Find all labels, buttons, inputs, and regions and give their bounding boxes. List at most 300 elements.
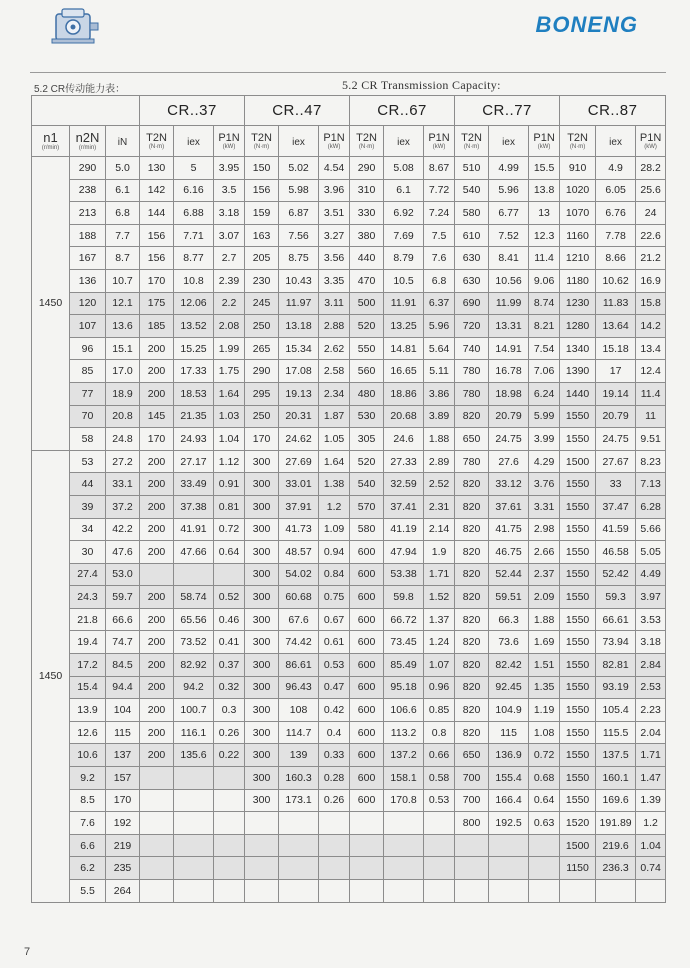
ratio-cell: 170 (106, 789, 140, 812)
exact-ratio-cell (174, 563, 214, 586)
power-cell: 3.18 (214, 202, 245, 225)
col-header-iex (279, 126, 319, 157)
torque-cell (140, 834, 174, 857)
exact-ratio-cell: 17.08 (279, 360, 319, 383)
power-cell: 9.06 (529, 269, 560, 292)
ratio-cell: 59.7 (106, 586, 140, 609)
torque-cell: 470 (350, 269, 384, 292)
power-cell: 2.89 (424, 450, 455, 473)
exact-ratio-cell: 24.75 (596, 428, 636, 451)
power-cell: 5.99 (529, 405, 560, 428)
exact-ratio-cell: 11.97 (279, 292, 319, 315)
exact-ratio-cell: 7.52 (489, 224, 529, 247)
torque-cell: 600 (350, 721, 384, 744)
ratio-cell: 17.0 (106, 360, 140, 383)
exact-ratio-cell: 115 (489, 721, 529, 744)
power-cell (529, 834, 560, 857)
table-row (32, 721, 666, 744)
exact-ratio-cell: 5.02 (279, 157, 319, 180)
ratio-cell: 137 (106, 744, 140, 767)
table-row (32, 495, 666, 518)
power-cell: 6.8 (424, 269, 455, 292)
table-row (32, 767, 666, 790)
exact-ratio-cell: 59.3 (596, 586, 636, 609)
exact-ratio-cell: 191.89 (596, 812, 636, 835)
exact-ratio-cell: 37.47 (596, 495, 636, 518)
torque-cell (140, 857, 174, 880)
exact-ratio-cell: 166.4 (489, 789, 529, 812)
power-cell: 16.9 (636, 269, 666, 292)
power-cell: 22.6 (636, 224, 666, 247)
torque-cell: 700 (455, 767, 489, 790)
exact-ratio-cell: 66.3 (489, 608, 529, 631)
output-speed-cell: 70 (70, 405, 106, 428)
power-cell: 3.11 (319, 292, 350, 315)
power-cell: 6.37 (424, 292, 455, 315)
table-row (32, 450, 666, 473)
exact-ratio-cell: 41.91 (174, 518, 214, 541)
power-cell: 7.13 (636, 473, 666, 496)
torque-cell: 300 (245, 586, 279, 609)
output-speed-cell: 30 (70, 541, 106, 564)
torque-cell: 1070 (560, 202, 596, 225)
torque-cell: 520 (350, 450, 384, 473)
torque-cell (350, 880, 384, 903)
power-cell: 3.5 (214, 179, 245, 202)
exact-ratio-cell: 58.74 (174, 586, 214, 609)
gear-reducer-icon (48, 6, 100, 46)
torque-cell (350, 812, 384, 835)
output-speed-cell: 21.8 (70, 608, 106, 631)
table-row (32, 857, 666, 880)
torque-cell: 1150 (560, 857, 596, 880)
exact-ratio-cell: 5.98 (279, 179, 319, 202)
exact-ratio-cell: 139 (279, 744, 319, 767)
exact-ratio-cell: 106.6 (384, 699, 424, 722)
exact-ratio-cell: 170.8 (384, 789, 424, 812)
power-cell: 0.67 (319, 608, 350, 631)
output-speed-cell: 77 (70, 382, 106, 405)
torque-cell (245, 812, 279, 835)
col-header-t2n-symbol: T2N (251, 131, 272, 144)
col-header-in-symbol: iN (117, 137, 128, 149)
power-cell: 3.56 (319, 247, 350, 270)
power-cell: 4.29 (529, 450, 560, 473)
torque-cell: 780 (455, 360, 489, 383)
exact-ratio-cell: 21.35 (174, 405, 214, 428)
exact-ratio-cell: 6.16 (174, 179, 214, 202)
power-cell (214, 812, 245, 835)
torque-cell: 245 (245, 292, 279, 315)
exact-ratio-cell (596, 880, 636, 903)
torque-cell: 250 (245, 405, 279, 428)
torque-cell: 1230 (560, 292, 596, 315)
torque-cell: 780 (455, 450, 489, 473)
torque-cell: 570 (350, 495, 384, 518)
exact-ratio-cell: 60.68 (279, 586, 319, 609)
torque-cell: 290 (350, 157, 384, 180)
torque-cell: 159 (245, 202, 279, 225)
torque-cell: 300 (245, 450, 279, 473)
torque-cell: 540 (350, 473, 384, 496)
exact-ratio-cell: 6.87 (279, 202, 319, 225)
power-cell: 0.22 (214, 744, 245, 767)
col-header-p1n (319, 126, 350, 157)
power-cell: 21.2 (636, 247, 666, 270)
torque-cell (140, 789, 174, 812)
power-cell: 0.32 (214, 676, 245, 699)
torque-cell: 650 (455, 428, 489, 451)
torque-cell: 300 (245, 767, 279, 790)
output-speed-cell: 238 (70, 179, 106, 202)
torque-cell: 1550 (560, 676, 596, 699)
power-cell: 1.47 (636, 767, 666, 790)
torque-cell: 550 (350, 337, 384, 360)
exact-ratio-cell (489, 880, 529, 903)
exact-ratio-cell (174, 857, 214, 880)
torque-cell: 580 (455, 202, 489, 225)
exact-ratio-cell: 59.8 (384, 586, 424, 609)
exact-ratio-cell: 27.33 (384, 450, 424, 473)
exact-ratio-cell: 4.99 (489, 157, 529, 180)
torque-cell: 150 (245, 157, 279, 180)
torque-cell: 820 (455, 518, 489, 541)
torque-cell: 510 (455, 157, 489, 180)
exact-ratio-cell: 15.18 (596, 337, 636, 360)
exact-ratio-cell: 32.59 (384, 473, 424, 496)
col-header-iex (596, 126, 636, 157)
torque-cell: 144 (140, 202, 174, 225)
output-speed-cell: 7.6 (70, 812, 106, 835)
table-row (32, 608, 666, 631)
exact-ratio-cell: 155.4 (489, 767, 529, 790)
exact-ratio-cell (174, 767, 214, 790)
torque-cell: 1210 (560, 247, 596, 270)
exact-ratio-cell: 116.1 (174, 721, 214, 744)
power-cell: 12.3 (529, 224, 560, 247)
power-cell: 4.54 (319, 157, 350, 180)
col-header-n1-symbol: n1 (43, 129, 58, 145)
torque-cell: 300 (245, 676, 279, 699)
torque-cell: 200 (140, 337, 174, 360)
exact-ratio-cell (174, 834, 214, 857)
torque-cell (560, 880, 596, 903)
power-cell: 1.37 (424, 608, 455, 631)
torque-cell: 300 (245, 518, 279, 541)
power-cell: 1.64 (319, 450, 350, 473)
torque-cell: 820 (455, 405, 489, 428)
torque-cell: 600 (350, 563, 384, 586)
exact-ratio-cell: 27.6 (489, 450, 529, 473)
ratio-cell: 24.8 (106, 428, 140, 451)
power-cell (424, 880, 455, 903)
torque-cell: 820 (455, 495, 489, 518)
power-cell (214, 857, 245, 880)
col-header-t2n-unit: (N·m) (253, 143, 270, 150)
exact-ratio-cell: 160.1 (596, 767, 636, 790)
page-number: 7 (24, 946, 31, 958)
torque-cell: 200 (140, 450, 174, 473)
torque-cell: 300 (245, 789, 279, 812)
exact-ratio-cell: 20.79 (596, 405, 636, 428)
power-cell: 2.62 (319, 337, 350, 360)
ratio-cell: 115 (106, 721, 140, 744)
exact-ratio-cell: 5.96 (489, 179, 529, 202)
exact-ratio-cell: 47.66 (174, 541, 214, 564)
power-cell (214, 880, 245, 903)
torque-cell: 1440 (560, 382, 596, 405)
power-cell: 13.4 (636, 337, 666, 360)
output-speed-cell: 58 (70, 428, 106, 451)
group-header-cr87: CR..87 (560, 96, 666, 126)
col-header-iex (174, 126, 214, 157)
power-cell: 6.28 (636, 495, 666, 518)
power-cell: 0.61 (319, 631, 350, 654)
exact-ratio-cell (384, 880, 424, 903)
exact-ratio-cell: 13.18 (279, 315, 319, 338)
col-header-iex-symbol: iex (609, 137, 622, 149)
power-cell: 0.8 (424, 721, 455, 744)
torque-cell: 185 (140, 315, 174, 338)
col-header-n1-unit: (r/min) (41, 144, 60, 151)
torque-cell (140, 812, 174, 835)
torque-cell: 820 (455, 654, 489, 677)
torque-cell: 330 (350, 202, 384, 225)
power-cell: 7.54 (529, 337, 560, 360)
exact-ratio-cell: 7.78 (596, 224, 636, 247)
input-speed-cell: 1450 (32, 157, 70, 451)
exact-ratio-cell: 8.41 (489, 247, 529, 270)
table-row (32, 563, 666, 586)
table-row (32, 405, 666, 428)
torque-cell: 300 (245, 721, 279, 744)
exact-ratio-cell: 52.42 (596, 563, 636, 586)
power-cell: 9.51 (636, 428, 666, 451)
ratio-cell: 33.1 (106, 473, 140, 496)
exact-ratio-cell: 11.99 (489, 292, 529, 315)
power-cell: 1.88 (529, 608, 560, 631)
torque-cell: 820 (455, 563, 489, 586)
torque-cell (350, 834, 384, 857)
table-row (32, 744, 666, 767)
exact-ratio-cell: 115.5 (596, 721, 636, 744)
torque-cell: 1520 (560, 812, 596, 835)
power-cell: 13.8 (529, 179, 560, 202)
output-speed-cell: 19.4 (70, 631, 106, 654)
col-header-in (106, 126, 140, 157)
power-cell: 1.87 (319, 405, 350, 428)
exact-ratio-cell: 37.61 (489, 495, 529, 518)
output-speed-cell: 213 (70, 202, 106, 225)
torque-cell: 290 (245, 360, 279, 383)
power-cell: 1.88 (424, 428, 455, 451)
power-cell (424, 812, 455, 835)
col-header-t2n (350, 126, 384, 157)
exact-ratio-cell: 66.61 (596, 608, 636, 631)
torque-cell: 1550 (560, 744, 596, 767)
torque-cell: 780 (455, 382, 489, 405)
torque-cell: 630 (455, 269, 489, 292)
exact-ratio-cell: 82.92 (174, 654, 214, 677)
exact-ratio-cell: 33.49 (174, 473, 214, 496)
output-speed-cell: 96 (70, 337, 106, 360)
exact-ratio-cell: 66.72 (384, 608, 424, 631)
ratio-cell: 84.5 (106, 654, 140, 677)
torque-cell: 230 (245, 269, 279, 292)
power-cell: 0.41 (214, 631, 245, 654)
exact-ratio-cell: 104.9 (489, 699, 529, 722)
col-header-p1n-symbol: P1N (639, 131, 662, 144)
exact-ratio-cell: 24.6 (384, 428, 424, 451)
col-header-p1n-symbol: P1N (428, 131, 450, 144)
torque-cell: 530 (350, 405, 384, 428)
power-cell: 0.72 (529, 744, 560, 767)
torque-cell: 200 (140, 360, 174, 383)
ratio-cell: 264 (106, 880, 140, 903)
power-cell: 0.53 (319, 654, 350, 677)
torque-cell: 1180 (560, 269, 596, 292)
ratio-cell: 47.6 (106, 541, 140, 564)
ratio-cell: 10.7 (106, 269, 140, 292)
header-rule (30, 72, 666, 73)
exact-ratio-cell (279, 812, 319, 835)
col-header-iex-symbol: iex (292, 137, 305, 149)
corner-header (32, 96, 140, 126)
power-cell: 0.26 (214, 721, 245, 744)
exact-ratio-cell: 73.6 (489, 631, 529, 654)
power-cell (319, 857, 350, 880)
torque-cell: 300 (245, 654, 279, 677)
output-speed-cell: 15.4 (70, 676, 106, 699)
torque-cell: 130 (140, 157, 174, 180)
table-row (32, 202, 666, 225)
torque-cell: 440 (350, 247, 384, 270)
torque-cell: 600 (350, 586, 384, 609)
torque-cell: 1550 (560, 767, 596, 790)
col-header-t2n-symbol: T2N (356, 131, 377, 144)
power-cell: 4.49 (636, 563, 666, 586)
torque-cell: 600 (350, 676, 384, 699)
exact-ratio-cell: 6.77 (489, 202, 529, 225)
torque-cell: 740 (455, 337, 489, 360)
torque-cell: 1550 (560, 495, 596, 518)
torque-cell (245, 834, 279, 857)
col-header-t2n (140, 126, 174, 157)
torque-cell: 820 (455, 676, 489, 699)
torque-cell: 1340 (560, 337, 596, 360)
torque-cell: 1020 (560, 179, 596, 202)
ratio-cell: 7.7 (106, 224, 140, 247)
torque-cell: 630 (455, 247, 489, 270)
power-cell (424, 834, 455, 857)
power-cell: 15.5 (529, 157, 560, 180)
torque-cell: 600 (350, 631, 384, 654)
exact-ratio-cell: 12.06 (174, 292, 214, 315)
exact-ratio-cell: 15.34 (279, 337, 319, 360)
exact-ratio-cell: 16.65 (384, 360, 424, 383)
exact-ratio-cell: 136.9 (489, 744, 529, 767)
col-header-t2n-symbol: T2N (461, 131, 482, 144)
torque-cell: 200 (140, 721, 174, 744)
exact-ratio-cell: 7.69 (384, 224, 424, 247)
power-cell: 0.75 (319, 586, 350, 609)
power-cell: 1.51 (529, 654, 560, 677)
col-header-p1n (529, 126, 560, 157)
exact-ratio-cell: 27.67 (596, 450, 636, 473)
power-cell (319, 812, 350, 835)
torque-cell: 650 (455, 744, 489, 767)
output-speed-cell: 53 (70, 450, 106, 473)
exact-ratio-cell: 86.61 (279, 654, 319, 677)
power-cell: 0.4 (319, 721, 350, 744)
output-speed-cell: 9.2 (70, 767, 106, 790)
table-row (32, 382, 666, 405)
power-cell (529, 880, 560, 903)
torque-cell: 820 (455, 473, 489, 496)
col-header-p1n (214, 126, 245, 157)
exact-ratio-cell (384, 812, 424, 835)
col-header-t2n-symbol: T2N (567, 131, 588, 144)
power-cell: 0.53 (424, 789, 455, 812)
power-cell: 8.67 (424, 157, 455, 180)
table-row (32, 247, 666, 270)
exact-ratio-cell: 82.42 (489, 654, 529, 677)
exact-ratio-cell: 137.5 (596, 744, 636, 767)
torque-cell: 560 (350, 360, 384, 383)
exact-ratio-cell: 47.94 (384, 541, 424, 564)
torque-cell: 200 (140, 586, 174, 609)
power-cell: 0.46 (214, 608, 245, 631)
power-cell: 1.12 (214, 450, 245, 473)
exact-ratio-cell: 114.7 (279, 721, 319, 744)
exact-ratio-cell: 6.1 (384, 179, 424, 202)
ratio-cell: 15.1 (106, 337, 140, 360)
torque-cell: 1550 (560, 405, 596, 428)
col-header-p1n-unit: (kW) (432, 143, 446, 150)
exact-ratio-cell (174, 812, 214, 835)
exact-ratio-cell: 73.45 (384, 631, 424, 654)
power-cell: 0.28 (319, 767, 350, 790)
power-cell: 2.39 (214, 269, 245, 292)
torque-cell: 200 (140, 631, 174, 654)
col-header-t2n-unit: (N·m) (569, 143, 586, 150)
power-cell: 1.08 (529, 721, 560, 744)
exact-ratio-cell (384, 834, 424, 857)
torque-cell: 800 (455, 812, 489, 835)
exact-ratio-cell: 46.58 (596, 541, 636, 564)
brand-logo: BONENG (535, 12, 638, 37)
exact-ratio-cell: 19.13 (279, 382, 319, 405)
col-header-n2n-unit: (r/min) (78, 144, 97, 151)
exact-ratio-cell: 73.52 (174, 631, 214, 654)
exact-ratio-cell: 236.3 (596, 857, 636, 880)
torque-cell: 1550 (560, 586, 596, 609)
exact-ratio-cell: 65.56 (174, 608, 214, 631)
power-cell: 0.37 (214, 654, 245, 677)
exact-ratio-cell: 16.78 (489, 360, 529, 383)
torque-cell: 200 (140, 541, 174, 564)
ratio-cell: 5.0 (106, 157, 140, 180)
exact-ratio-cell: 24.93 (174, 428, 214, 451)
torque-cell: 170 (245, 428, 279, 451)
torque-cell: 170 (140, 269, 174, 292)
power-cell: 0.47 (319, 676, 350, 699)
group-header-cr67: CR..67 (350, 96, 455, 126)
torque-cell: 156 (140, 224, 174, 247)
power-cell: 1.75 (214, 360, 245, 383)
table-row (32, 428, 666, 451)
power-cell: 1.64 (214, 382, 245, 405)
